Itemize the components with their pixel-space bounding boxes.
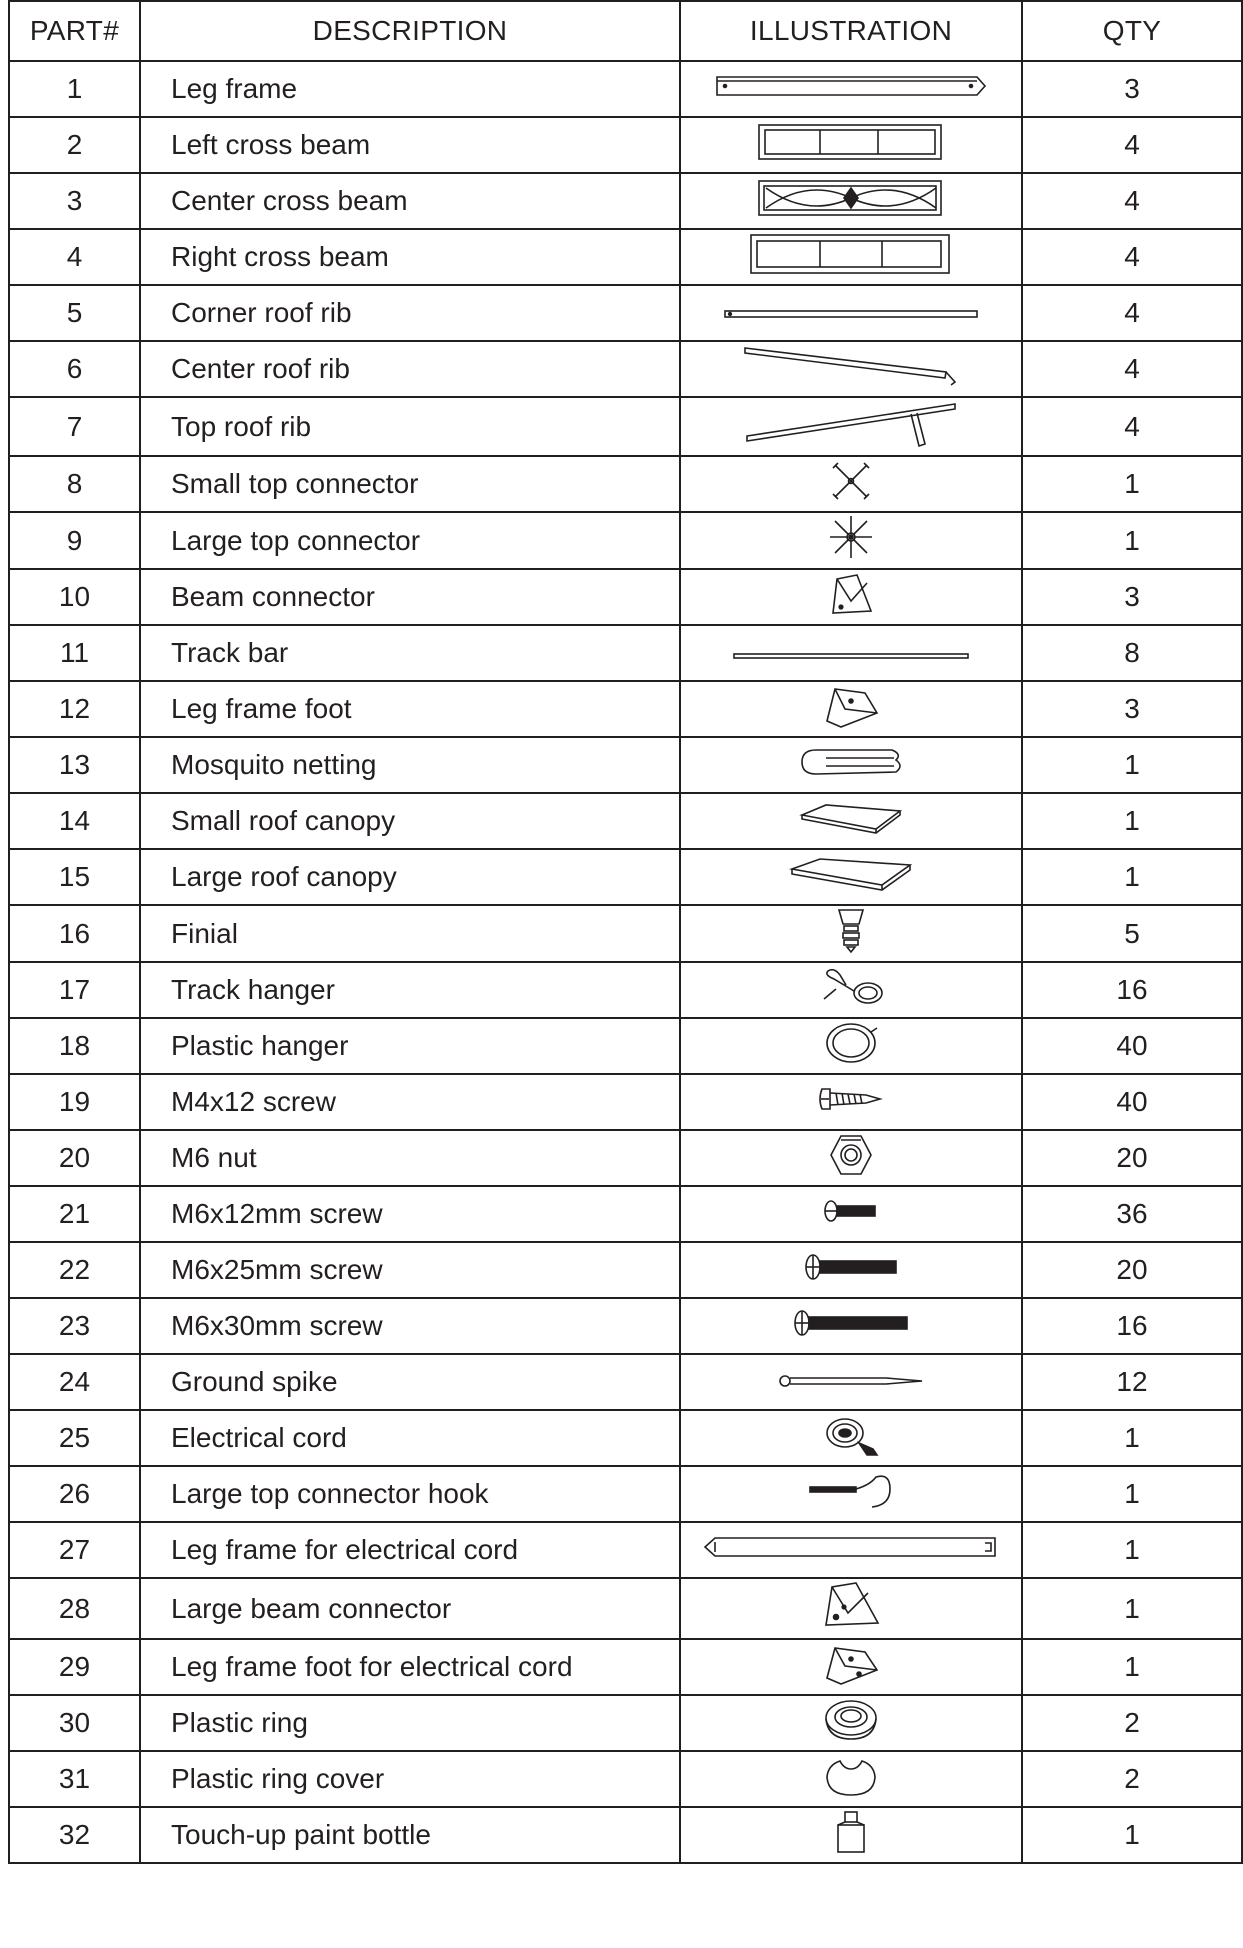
part-number: 1 bbox=[9, 61, 140, 117]
part-description: Track bar bbox=[140, 625, 680, 681]
center-cross-beam-icon bbox=[756, 178, 946, 218]
part-number: 14 bbox=[9, 793, 140, 849]
part-number: 13 bbox=[9, 737, 140, 793]
part-description: Top roof rib bbox=[140, 397, 680, 456]
part-description: Large top connector hook bbox=[140, 1466, 680, 1522]
table-row bbox=[9, 117, 1242, 173]
part-number: 8 bbox=[9, 456, 140, 512]
part-number: 2 bbox=[9, 117, 140, 173]
table-row bbox=[9, 1354, 1242, 1410]
table-row bbox=[9, 341, 1242, 397]
table-row bbox=[9, 1807, 1242, 1863]
part-quantity: 20 bbox=[1022, 1242, 1242, 1298]
part-quantity: 5 bbox=[1022, 905, 1242, 962]
part-number: 9 bbox=[9, 512, 140, 569]
part-illustration bbox=[680, 173, 1022, 229]
table-row bbox=[9, 229, 1242, 285]
table-row bbox=[9, 625, 1242, 681]
part-number: 15 bbox=[9, 849, 140, 905]
part-number: 28 bbox=[9, 1578, 140, 1639]
header-row bbox=[9, 1, 1242, 61]
beam-connector-icon bbox=[827, 571, 875, 617]
part-illustration bbox=[680, 285, 1022, 341]
part-description: Large roof canopy bbox=[140, 849, 680, 905]
plastic-hanger-icon bbox=[823, 1020, 879, 1066]
part-illustration bbox=[680, 1130, 1022, 1186]
part-quantity: 1 bbox=[1022, 1639, 1242, 1695]
m6x25mm-screw-icon bbox=[801, 1252, 901, 1282]
m4x12-screw-icon bbox=[816, 1084, 886, 1114]
part-illustration bbox=[680, 1807, 1022, 1863]
part-description: Touch-up paint bottle bbox=[140, 1807, 680, 1863]
part-number: 21 bbox=[9, 1186, 140, 1242]
part-number: 5 bbox=[9, 285, 140, 341]
part-number: 17 bbox=[9, 962, 140, 1018]
table-row bbox=[9, 793, 1242, 849]
m6-nut-icon bbox=[827, 1132, 875, 1178]
part-quantity: 4 bbox=[1022, 285, 1242, 341]
part-quantity: 1 bbox=[1022, 849, 1242, 905]
part-description: Right cross beam bbox=[140, 229, 680, 285]
corner-roof-rib-icon bbox=[721, 306, 981, 322]
part-description: M6x25mm screw bbox=[140, 1242, 680, 1298]
part-illustration bbox=[680, 1074, 1022, 1130]
part-illustration bbox=[680, 512, 1022, 569]
part-quantity: 3 bbox=[1022, 569, 1242, 625]
part-illustration bbox=[680, 681, 1022, 737]
part-illustration bbox=[680, 962, 1022, 1018]
part-quantity: 1 bbox=[1022, 1466, 1242, 1522]
part-quantity: 1 bbox=[1022, 456, 1242, 512]
table-header bbox=[9, 1, 1242, 61]
table-row bbox=[9, 1639, 1242, 1695]
plastic-ring-cover-icon bbox=[822, 1753, 880, 1799]
part-illustration bbox=[680, 905, 1022, 962]
part-illustration bbox=[680, 397, 1022, 456]
table-row bbox=[9, 1578, 1242, 1639]
part-illustration bbox=[680, 117, 1022, 173]
large-roof-canopy-icon bbox=[786, 855, 916, 893]
table-row bbox=[9, 1695, 1242, 1751]
part-illustration bbox=[680, 1578, 1022, 1639]
part-illustration bbox=[680, 737, 1022, 793]
touch-up-paint-bottle-icon bbox=[833, 1809, 869, 1855]
part-quantity: 40 bbox=[1022, 1074, 1242, 1130]
part-quantity: 4 bbox=[1022, 173, 1242, 229]
table-row bbox=[9, 61, 1242, 117]
part-illustration bbox=[680, 341, 1022, 397]
part-description: Ground spike bbox=[140, 1354, 680, 1410]
large-top-connector-icon bbox=[827, 513, 875, 561]
part-description: Track hanger bbox=[140, 962, 680, 1018]
part-quantity: 12 bbox=[1022, 1354, 1242, 1410]
part-number: 3 bbox=[9, 173, 140, 229]
table-row bbox=[9, 456, 1242, 512]
part-quantity: 4 bbox=[1022, 397, 1242, 456]
part-illustration bbox=[680, 61, 1022, 117]
part-number: 26 bbox=[9, 1466, 140, 1522]
part-description: M6 nut bbox=[140, 1130, 680, 1186]
table-row bbox=[9, 1242, 1242, 1298]
part-quantity: 1 bbox=[1022, 1578, 1242, 1639]
part-description: Left cross beam bbox=[140, 117, 680, 173]
leg-frame-icon bbox=[711, 71, 991, 101]
part-description: Electrical cord bbox=[140, 1410, 680, 1466]
part-description: Leg frame foot for electrical cord bbox=[140, 1639, 680, 1695]
table-body bbox=[9, 61, 1242, 1863]
part-quantity: 16 bbox=[1022, 1298, 1242, 1354]
part-illustration bbox=[680, 849, 1022, 905]
part-number: 22 bbox=[9, 1242, 140, 1298]
part-illustration bbox=[680, 1751, 1022, 1807]
part-quantity: 4 bbox=[1022, 117, 1242, 173]
part-number: 25 bbox=[9, 1410, 140, 1466]
part-illustration bbox=[680, 1695, 1022, 1751]
table-row bbox=[9, 512, 1242, 569]
part-illustration bbox=[680, 1018, 1022, 1074]
part-description: Center roof rib bbox=[140, 341, 680, 397]
right-cross-beam-icon bbox=[748, 232, 954, 276]
part-quantity: 2 bbox=[1022, 1695, 1242, 1751]
m6x12mm-screw-icon bbox=[821, 1198, 881, 1224]
part-number: 11 bbox=[9, 625, 140, 681]
part-description: Plastic ring bbox=[140, 1695, 680, 1751]
part-number: 7 bbox=[9, 397, 140, 456]
small-top-connector-icon bbox=[829, 459, 873, 503]
table-row bbox=[9, 397, 1242, 456]
part-description: Plastic hanger bbox=[140, 1018, 680, 1074]
part-description: Leg frame for electrical cord bbox=[140, 1522, 680, 1578]
header-qty: QTY bbox=[1022, 1, 1242, 61]
table-row bbox=[9, 1018, 1242, 1074]
part-description: Leg frame foot bbox=[140, 681, 680, 737]
part-number: 12 bbox=[9, 681, 140, 737]
part-number: 18 bbox=[9, 1018, 140, 1074]
part-number: 16 bbox=[9, 905, 140, 962]
table-row bbox=[9, 849, 1242, 905]
part-description: Mosquito netting bbox=[140, 737, 680, 793]
part-quantity: 1 bbox=[1022, 737, 1242, 793]
header-part: PART# bbox=[9, 1, 140, 61]
part-description: Center cross beam bbox=[140, 173, 680, 229]
m6x30mm-screw-icon bbox=[790, 1308, 912, 1338]
part-illustration bbox=[680, 793, 1022, 849]
part-illustration bbox=[680, 1522, 1022, 1578]
electrical-cord-icon bbox=[821, 1413, 881, 1457]
table-row bbox=[9, 285, 1242, 341]
table-row bbox=[9, 1410, 1242, 1466]
part-description: Leg frame bbox=[140, 61, 680, 117]
part-description: Large beam connector bbox=[140, 1578, 680, 1639]
ground-spike-icon bbox=[776, 1371, 926, 1391]
part-description: Small roof canopy bbox=[140, 793, 680, 849]
part-quantity: 36 bbox=[1022, 1186, 1242, 1242]
part-illustration bbox=[680, 1466, 1022, 1522]
part-quantity: 1 bbox=[1022, 1410, 1242, 1466]
track-bar-icon bbox=[731, 650, 971, 662]
part-quantity: 1 bbox=[1022, 793, 1242, 849]
table-row bbox=[9, 1466, 1242, 1522]
part-illustration bbox=[680, 229, 1022, 285]
plastic-ring-icon bbox=[822, 1697, 880, 1743]
part-quantity: 2 bbox=[1022, 1751, 1242, 1807]
table-row bbox=[9, 1522, 1242, 1578]
part-number: 20 bbox=[9, 1130, 140, 1186]
part-number: 27 bbox=[9, 1522, 140, 1578]
part-description: Plastic ring cover bbox=[140, 1751, 680, 1807]
part-quantity: 1 bbox=[1022, 512, 1242, 569]
part-number: 30 bbox=[9, 1695, 140, 1751]
part-illustration bbox=[680, 1242, 1022, 1298]
leg-frame-foot-icon bbox=[821, 683, 881, 729]
large-top-connector-hook-icon bbox=[806, 1471, 896, 1511]
table-row bbox=[9, 737, 1242, 793]
part-description: Corner roof rib bbox=[140, 285, 680, 341]
large-beam-connector-icon bbox=[820, 1579, 882, 1631]
table-row bbox=[9, 1751, 1242, 1807]
part-illustration bbox=[680, 1298, 1022, 1354]
part-quantity: 1 bbox=[1022, 1807, 1242, 1863]
part-illustration bbox=[680, 625, 1022, 681]
part-number: 19 bbox=[9, 1074, 140, 1130]
part-quantity: 3 bbox=[1022, 61, 1242, 117]
part-illustration bbox=[680, 1410, 1022, 1466]
part-illustration bbox=[680, 1639, 1022, 1695]
table-row bbox=[9, 1130, 1242, 1186]
part-illustration bbox=[680, 1186, 1022, 1242]
top-roof-rib-icon bbox=[741, 398, 961, 448]
mosquito-netting-icon bbox=[796, 744, 906, 780]
parts-list-table bbox=[8, 0, 1243, 1864]
part-quantity: 20 bbox=[1022, 1130, 1242, 1186]
track-hanger-icon bbox=[816, 965, 886, 1009]
table-row bbox=[9, 1298, 1242, 1354]
part-number: 29 bbox=[9, 1639, 140, 1695]
part-quantity: 4 bbox=[1022, 229, 1242, 285]
part-illustration bbox=[680, 456, 1022, 512]
part-quantity: 4 bbox=[1022, 341, 1242, 397]
finial-icon bbox=[833, 906, 869, 954]
header-illustration: ILLUSTRATION bbox=[680, 1, 1022, 61]
table-row bbox=[9, 1186, 1242, 1242]
table-row bbox=[9, 962, 1242, 1018]
part-quantity: 3 bbox=[1022, 681, 1242, 737]
part-description: Small top connector bbox=[140, 456, 680, 512]
table-row bbox=[9, 569, 1242, 625]
part-description: M4x12 screw bbox=[140, 1074, 680, 1130]
part-illustration bbox=[680, 1354, 1022, 1410]
part-number: 31 bbox=[9, 1751, 140, 1807]
leg-frame-foot-electrical-icon bbox=[821, 1642, 881, 1686]
table-row bbox=[9, 681, 1242, 737]
part-description: Finial bbox=[140, 905, 680, 962]
part-description: M6x12mm screw bbox=[140, 1186, 680, 1242]
part-description: M6x30mm screw bbox=[140, 1298, 680, 1354]
leg-frame-electrical-icon bbox=[701, 1532, 1001, 1562]
part-description: Large top connector bbox=[140, 512, 680, 569]
part-quantity: 8 bbox=[1022, 625, 1242, 681]
part-number: 6 bbox=[9, 341, 140, 397]
part-illustration bbox=[680, 569, 1022, 625]
part-quantity: 40 bbox=[1022, 1018, 1242, 1074]
header-description: DESCRIPTION bbox=[140, 1, 680, 61]
part-number: 10 bbox=[9, 569, 140, 625]
part-description: Beam connector bbox=[140, 569, 680, 625]
part-number: 4 bbox=[9, 229, 140, 285]
center-roof-rib-icon bbox=[741, 344, 961, 388]
table-row bbox=[9, 1074, 1242, 1130]
part-number: 32 bbox=[9, 1807, 140, 1863]
left-cross-beam-icon bbox=[756, 122, 946, 162]
part-quantity: 16 bbox=[1022, 962, 1242, 1018]
part-number: 23 bbox=[9, 1298, 140, 1354]
table-row bbox=[9, 905, 1242, 962]
small-roof-canopy-icon bbox=[796, 801, 906, 835]
part-number: 24 bbox=[9, 1354, 140, 1410]
table-row bbox=[9, 173, 1242, 229]
part-quantity: 1 bbox=[1022, 1522, 1242, 1578]
